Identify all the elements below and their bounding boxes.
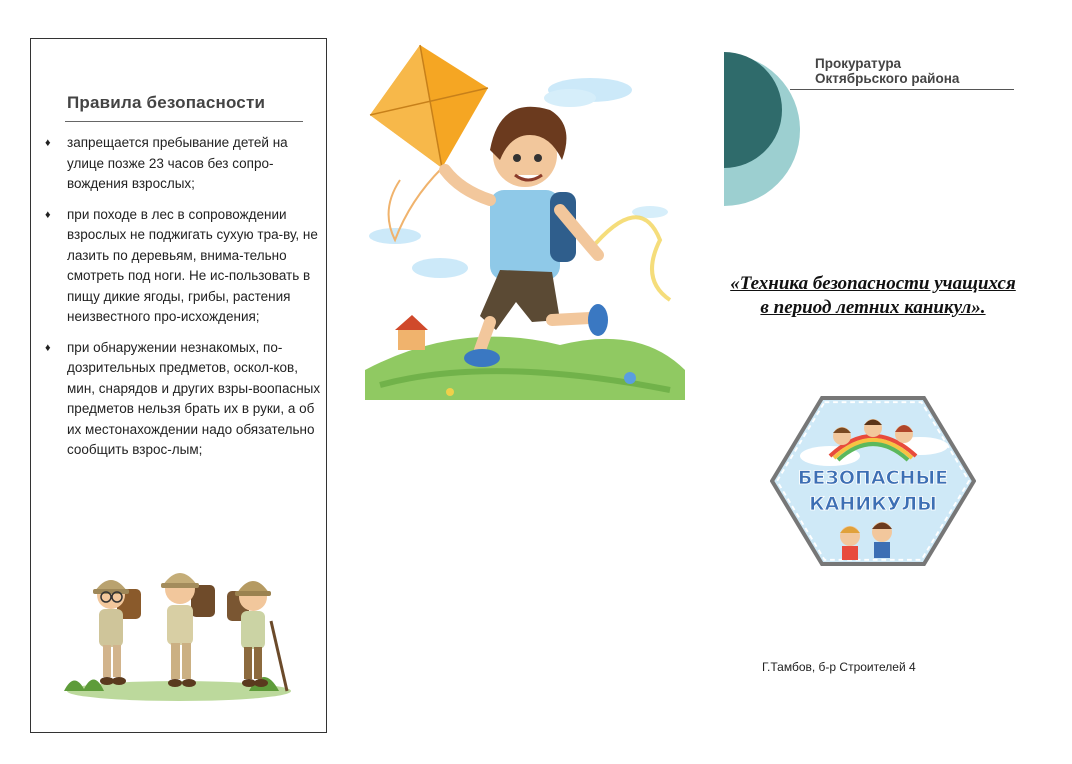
- rules-panel: [30, 38, 327, 733]
- rule-text: при обнаружении незнакомых, по-дозрительных предметов, оскол-ков, мин, снарядов и других взры-воопасных предметов нельзя брать их в руки, а об их местонахождении надо обязательно сообщить взрос-лым;: [67, 339, 321, 457]
- badge-line-1: БЕЗОПАСНЫЕ: [797, 467, 949, 489]
- rule-item: [45, 338, 321, 461]
- badge-line-2: КАНИКУЛЫ: [809, 493, 937, 515]
- rule-item: [45, 133, 321, 195]
- brochure-title: «Техника безопасности учащихся в период летних каникул».: [730, 273, 1016, 318]
- address-text: Г.Тамбов, б-р Строителей 4: [762, 660, 916, 674]
- diamond-bullet-icon: ♦: [45, 341, 51, 354]
- rule-text: при походе в лес в сопровождении взрослых не поджигать сухую тра-ву, не лазить по деревьям, внима-тельно смотреть под ноги. Не ис-пользовать в пищу дикие ягоды, грибы, растения неизвестного про-исхождения;: [67, 206, 318, 324]
- rule-item: [45, 205, 321, 328]
- diamond-bullet-icon: ♦: [45, 208, 51, 221]
- organization-name: Прокуратура Октябрьского района: [815, 56, 960, 86]
- rule-text: запрещается пребывание детей на улице позже 23 часов без сопро-вождения взрослых;: [67, 135, 288, 191]
- organization-underline: [790, 89, 1014, 90]
- title-underline: [65, 121, 303, 122]
- decorative-arcs-icon: [724, 38, 814, 208]
- rules-title: Правила безопасности: [67, 93, 266, 112]
- diamond-bullet-icon: ♦: [45, 137, 51, 149]
- rules-list: [45, 133, 321, 471]
- boy-with-kite-illustration: [340, 40, 688, 412]
- safe-holidays-badge: [770, 396, 976, 566]
- children-hikers-illustration: [59, 551, 299, 701]
